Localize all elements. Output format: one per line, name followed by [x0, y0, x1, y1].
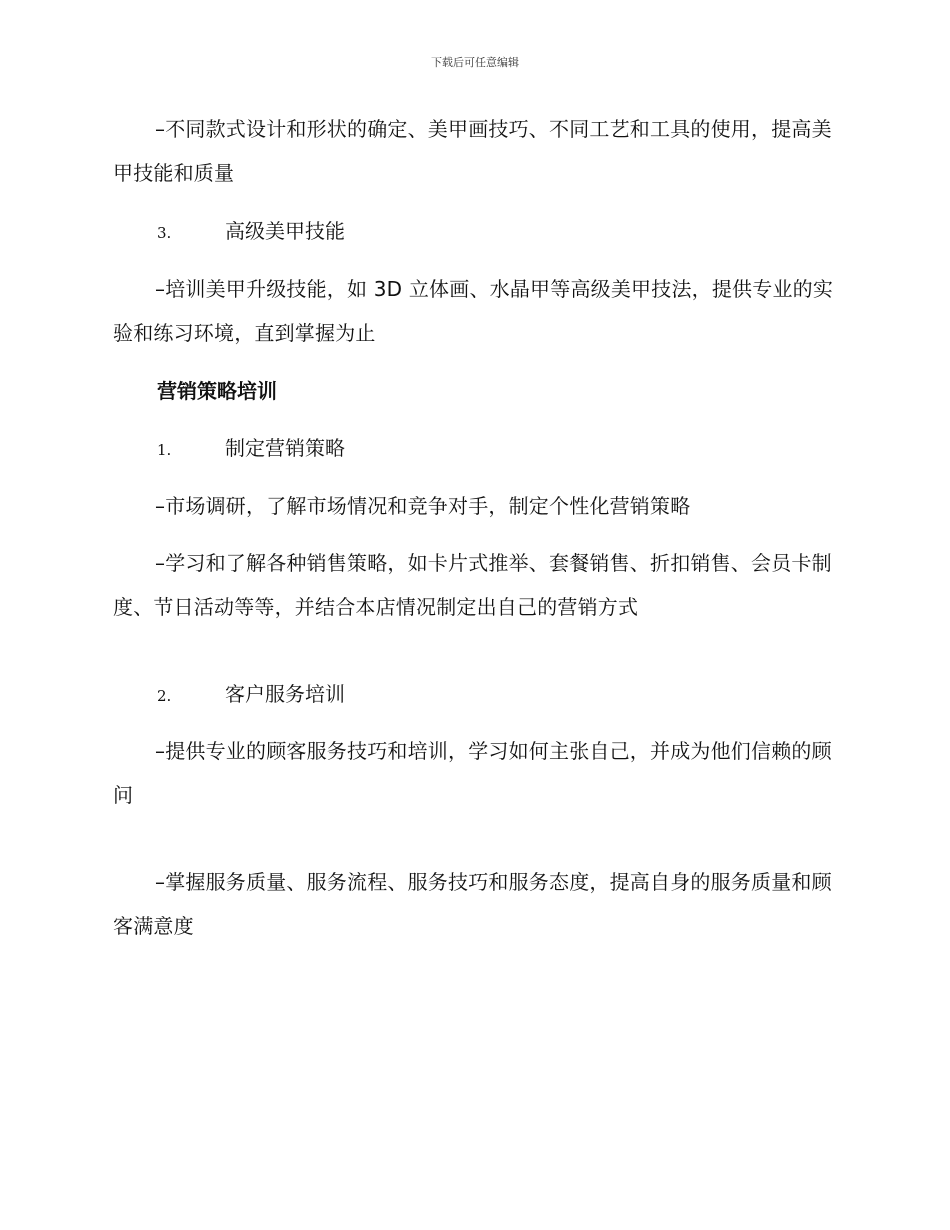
list-item-number: 2. — [157, 687, 172, 705]
section-heading-marketing: 营销策略培训 — [157, 379, 277, 403]
paragraph-advanced-techniques: –培训美甲升级技能，如 3D 立体画、水晶甲等高级美甲技法，提供专业的实验和练习环境，直到掌握为止 — [113, 277, 834, 345]
list-item-title: 客户服务培训 — [225, 682, 345, 706]
paragraph-nail-design-skills: –不同款式设计和形状的确定、美甲画技巧、不同工艺和工具的使用，提高美甲技能和质量 — [113, 117, 832, 185]
list-item-customer-service — [157, 679, 345, 711]
page-header: 下载后可任意编辑 — [431, 56, 519, 69]
list-item-title: 制定营销策略 — [225, 436, 345, 460]
list-item-number: 1. — [157, 441, 172, 459]
paragraph-sales-strategies: –学习和了解各种销售策略，如卡片式推举、套餐销售、折扣销售、会员卡制度、节日活动等等，并结合本店情况制定出自己的营销方式 — [113, 551, 832, 619]
list-item-title: 高级美甲技能 — [225, 219, 345, 243]
list-item-advanced-nail-skills — [157, 216, 345, 248]
list-item-marketing-strategy — [157, 433, 345, 465]
list-item-number: 3. — [157, 224, 172, 242]
paragraph-market-research: –市场调研，了解市场情况和竞争对手，制定个性化营销策略 — [155, 494, 691, 518]
paragraph-service-quality: –掌握服务质量、服务流程、服务技巧和服务态度，提高自身的服务质量和顾客满意度 — [113, 870, 832, 938]
paragraph-service-skills: –提供专业的顾客服务技巧和培训，学习如何主张自己，并成为他们信赖的顾问 — [113, 739, 832, 807]
